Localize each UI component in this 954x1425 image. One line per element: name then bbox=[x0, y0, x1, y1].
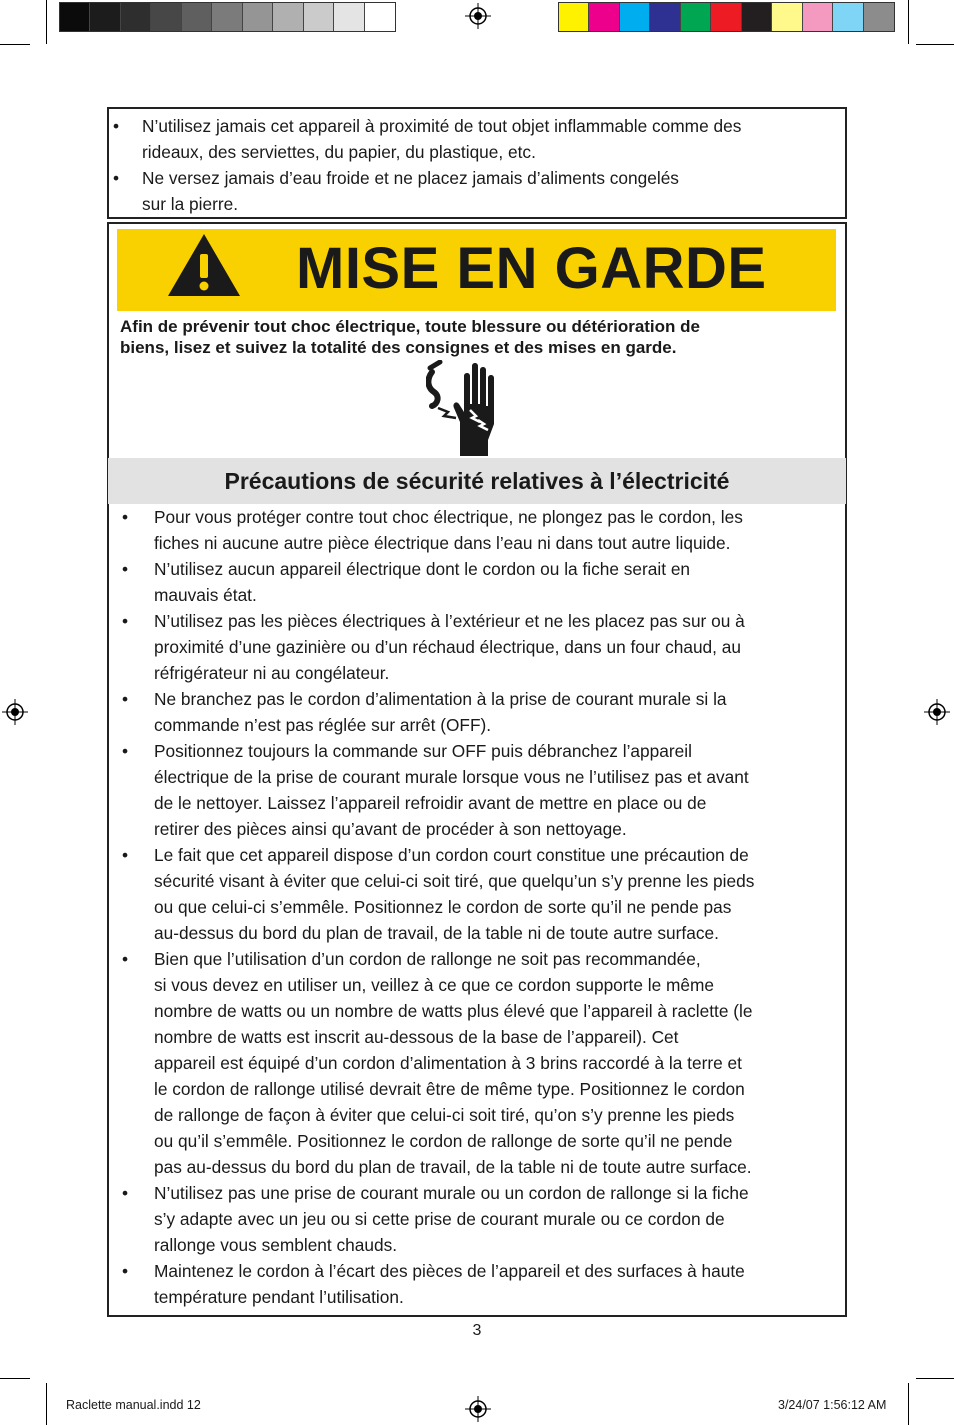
slug-datetime: 3/24/07 1:56:12 AM bbox=[778, 1398, 887, 1412]
list-item: • Maintenez le cordon à l’écart des pièces de l’appareil et des surfaces à haute température pendant l’utilisation. bbox=[122, 1261, 745, 1307]
color-swatch bbox=[273, 3, 303, 31]
list-item: • Pour vous protéger contre tout choc électrique, ne plongez pas le cordon, les fiches ni aucune autre pièce électrique dans l’eau ni dans tout autre liquide. bbox=[122, 507, 743, 553]
color-swatch bbox=[864, 3, 894, 31]
color-swatch bbox=[365, 3, 395, 31]
color-swatch bbox=[182, 3, 212, 31]
list-item: • N’utilisez pas les pièces électriques à l’extérieur et ne les placez pas sur ou à proximité d’une gazinière ou d’un réchaud électrique, dans un four chaud, au réfrigérateur ni au congélateur. bbox=[122, 611, 745, 683]
color-swatch bbox=[650, 3, 680, 31]
color-swatch bbox=[833, 3, 863, 31]
color-swatch bbox=[243, 3, 273, 31]
color-swatch bbox=[304, 3, 334, 31]
list-item: • Bien que l’utilisation d’un cordon de rallonge ne soit pas recommandée, si vous devez en utiliser un, veillez à ce que ce cordon supporte le même nombre de watts ou un nombre de watts plus élevé que l’appareil à raclette (le nombre de watts est inscrit au-dessous de la base de l’appareil). Cet appareil est équipé d’un cordon d’alimentation à 3 brins raccordé à la terre et le cordon de rallonge utilisé devrait être de même type. Positionnez le cordon de rallonge de façon à éviter que celui-ci soit tiré, qu’on s’y prenne les pieds ou qu’il s’emmêle. Positionnez le cordon de rallonge de sorte qu’il ne pende pas au-dessus du bord du plan de travail, de la table ni de toute autre surface. bbox=[122, 949, 753, 1177]
crop-mark bbox=[908, 0, 909, 44]
warning-intro: Afin de prévenir tout choc électrique, toute blessure ou détérioration de biens, lisez et suivez la totalité des consignes et des mises en garde. bbox=[120, 317, 700, 357]
crop-mark bbox=[916, 1378, 954, 1379]
list-item: • Ne versez jamais d’eau froide et ne placez jamais d’aliments congelés sur la pierre. bbox=[113, 168, 679, 214]
warning-title: MISE EN GARDE bbox=[296, 236, 767, 301]
color-swatch bbox=[681, 3, 711, 31]
color-swatch bbox=[620, 3, 650, 31]
color-swatch bbox=[151, 3, 181, 31]
registration-mark-icon bbox=[2, 699, 28, 725]
section-heading: Précautions de sécurité relatives à l’électricité bbox=[108, 458, 846, 504]
color-calibration-bar bbox=[558, 2, 895, 32]
crop-mark bbox=[916, 44, 954, 45]
electric-safety-list bbox=[118, 504, 840, 1310]
crop-mark bbox=[46, 0, 47, 44]
registration-mark-icon bbox=[465, 3, 491, 29]
color-swatch bbox=[90, 3, 120, 31]
crop-mark bbox=[0, 1378, 30, 1379]
registration-mark-icon bbox=[924, 699, 950, 725]
color-swatch bbox=[772, 3, 802, 31]
color-swatch bbox=[60, 3, 90, 31]
electric-shock-hand-icon bbox=[426, 360, 512, 456]
color-swatch bbox=[212, 3, 242, 31]
color-swatch bbox=[559, 3, 589, 31]
crop-mark bbox=[908, 1383, 909, 1425]
crop-mark bbox=[0, 44, 30, 45]
registration-mark-icon bbox=[465, 1396, 491, 1422]
warning-triangle-icon bbox=[166, 232, 242, 298]
slug-filename: Raclette manual.indd 12 bbox=[66, 1398, 201, 1412]
list-item: • N’utilisez pas une prise de courant murale ou un cordon de rallonge si la fiche s’y adapte avec un jeu ou si cette prise de courant murale ou ce cordon de rallonge vous semblent chauds. bbox=[122, 1183, 749, 1255]
list-item: • Le fait que cet appareil dispose d’un cordon court constitue une précaution de sécurité visant à éviter que celui-ci soit tiré, que quelqu’un s’y prenne les pieds ou que celui-ci s’emmêle. Positionnez le cordon de sorte qu’il ne pende pas au-dessus du bord du plan de travail, de la table ni de toute autre surface. bbox=[122, 845, 755, 943]
color-swatch bbox=[742, 3, 772, 31]
crop-mark bbox=[46, 1383, 47, 1425]
list-item: • N’utilisez jamais cet appareil à proximité de tout objet inflammable comme des rideaux, des serviettes, du papier, du plastique, etc. bbox=[113, 116, 742, 162]
color-swatch bbox=[803, 3, 833, 31]
list-item: • Positionnez toujours la commande sur OFF puis débranchez l’appareil électrique de la prise de courant murale lorsque vous ne l’utilisez pas et avant de le nettoyer. Laissez l’appareil refroidir avant de mettre en place ou de retirer des pièces ainsi qu’avant de procéder à son nettoyage. bbox=[122, 741, 749, 839]
gray-calibration-bar bbox=[59, 2, 396, 32]
list-item: • N’utilisez aucun appareil électrique dont le cordon ou la fiche serait en mauvais état. bbox=[122, 559, 691, 605]
color-swatch bbox=[121, 3, 151, 31]
top-safety-list bbox=[110, 113, 840, 217]
page-number: 3 bbox=[472, 1322, 482, 1339]
list-item: • Ne branchez pas le cordon d’alimentation à la prise de courant murale si la commande n’est pas réglée sur arrêt (OFF). bbox=[122, 689, 727, 735]
color-swatch bbox=[711, 3, 741, 31]
color-swatch bbox=[589, 3, 619, 31]
color-swatch bbox=[334, 3, 364, 31]
